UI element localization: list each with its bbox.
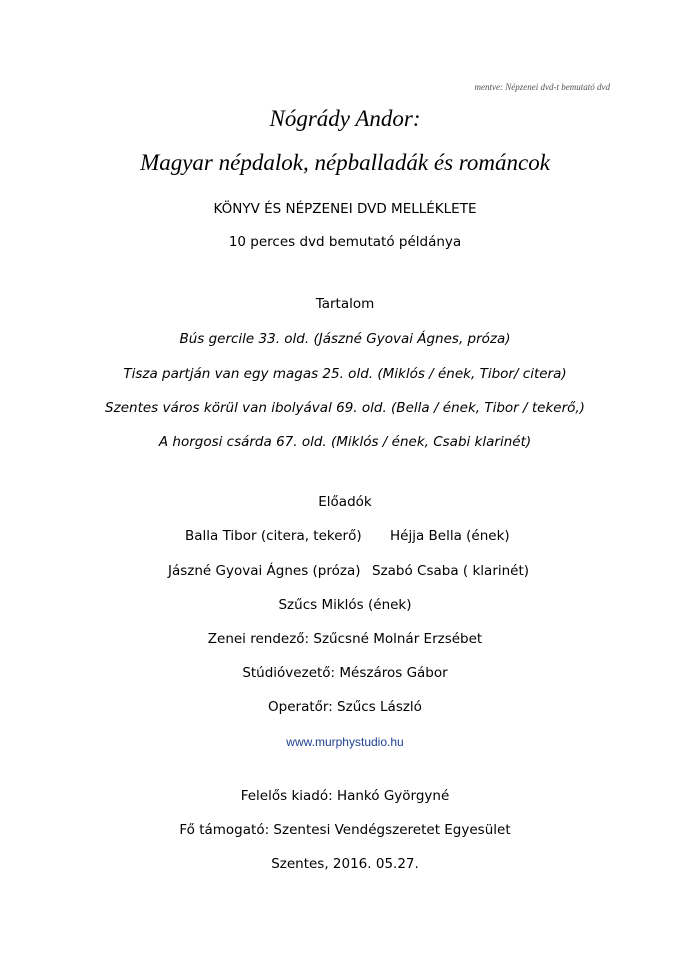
demo-line: 10 perces dvd bemutató példánya xyxy=(228,234,462,250)
document-title: Magyar népdalok, népballadák és románcok xyxy=(140,150,550,175)
contents-item: A horgosi csárda 67. old. (Miklós / ének, Csabi klarinét) xyxy=(158,434,532,450)
subtitle: KÖNYV ÉS NÉPZENEI DVD MELLÉKLETE xyxy=(213,201,477,217)
author-name: Nógrády Andor: xyxy=(269,106,421,131)
performer: Jászné Gyovai Ágnes (próza) xyxy=(168,563,361,579)
performer: Balla Tibor (citera, tekerő) xyxy=(185,528,362,544)
contents-item: Szentes város körül van ibolyával 69. old. (Bella / ének, Tibor / tekerő,) xyxy=(105,400,585,416)
place-date: Szentes, 2016. 05.27. xyxy=(271,856,419,872)
contents-item: Bús gercile 33. old. (Jászné Gyovai Ágnes, próza) xyxy=(179,331,511,347)
publisher: Felelős kiadó: Hankó Györgyné xyxy=(240,788,450,804)
contents-item: Tisza partján van egy magas 25. old. (Miklós / ének, Tibor/ citera) xyxy=(123,366,567,382)
performers-heading: Előadók xyxy=(318,494,372,510)
performer: Szűcs Miklós (ének) xyxy=(278,597,412,613)
studio-director: Stúdióvezető: Mészáros Gábor xyxy=(242,665,448,681)
sponsor: Fő támogató: Szentesi Vendégszeretet Egyesület xyxy=(179,822,511,838)
save-note: mentve: Népzenei dvd-t bemutató dvd xyxy=(474,82,610,92)
operator: Operatőr: Szűcs László xyxy=(268,699,422,715)
website-line xyxy=(0,733,690,751)
contents-heading: Tartalom xyxy=(315,296,375,312)
website-link[interactable]: www.murphystudio.hu xyxy=(286,735,404,749)
performer: Szabó Csaba ( klarinét) xyxy=(372,563,530,579)
music-director: Zenei rendező: Szűcsné Molnár Erzsébet xyxy=(207,631,483,647)
performer: Héjja Bella (ének) xyxy=(390,528,510,544)
